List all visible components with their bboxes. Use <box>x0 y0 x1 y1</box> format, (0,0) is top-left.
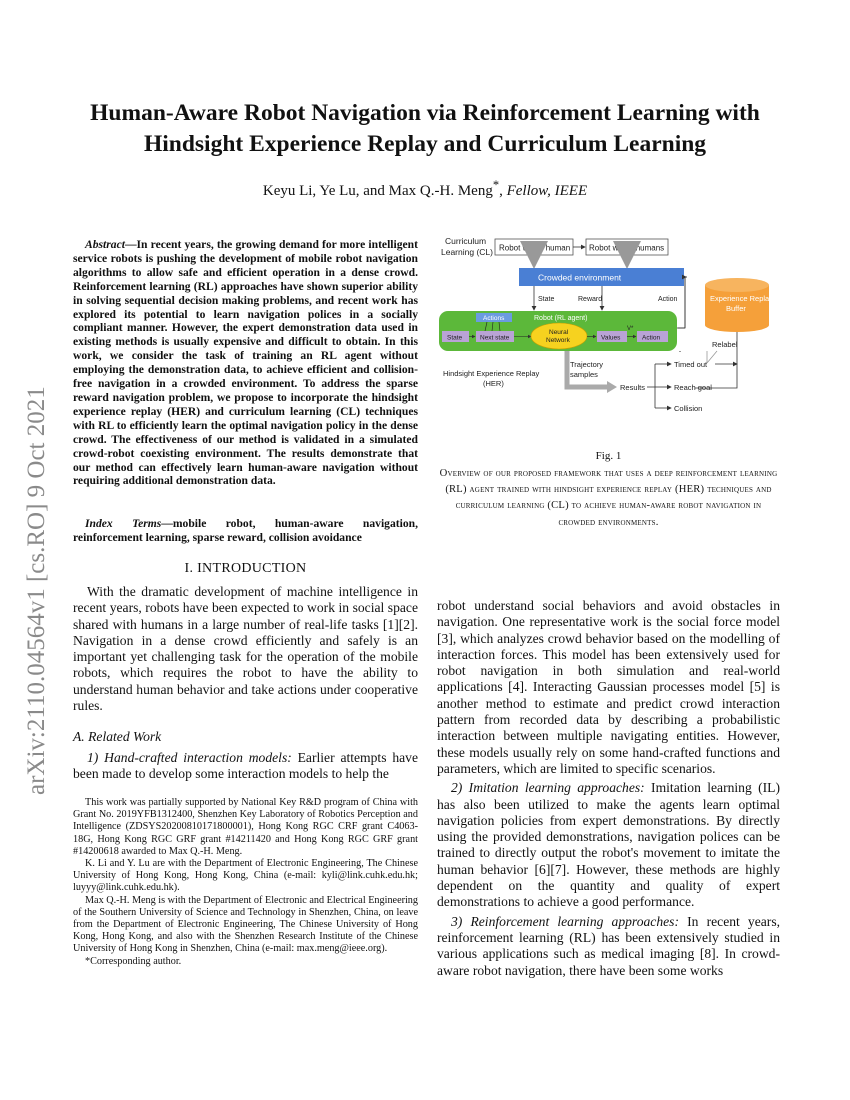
footnote-affiliation-2: Max Q.-H. Meng is with the Department of Electronic and Electrical Engineering of the Southern University of Science and Technology in Shenzhen, China, on leave from the Department of Electronic Engineering, The Chinese University of Hong Kong, Hong Kong, and also with the Shenzhen Research Institute of the Chinese University of Hong Kong in Shenzhen, China (e-mail: max.meng@ieee.org). <box>73 894 418 955</box>
cl-label-1: Curriculum <box>445 236 487 246</box>
crowded-environment-label: Crowded environment <box>538 272 622 283</box>
buffer-label-1: Experience Replay <box>710 294 773 303</box>
reward-arrow-label: Reward <box>578 296 603 303</box>
her-label-2: (HER) <box>483 379 504 388</box>
index-terms-text: mobile robot, human-aware navigation, reinforcement learning, sparse reward, collision avoidance <box>73 517 418 544</box>
relabel-label: Relabel <box>712 340 738 349</box>
author-role: Fellow, IEEE <box>506 183 588 199</box>
hand-crafted-text: Earlier attempts have been made to develop some interaction models to help the <box>73 750 418 782</box>
robot-1-human-label: Robot with 1 human <box>499 243 571 253</box>
rl-text: In recent years, reinforcement learning (RL) has been extensively studied in various applications such as medical imaging [8]. In crowd-aware robot navigation, there have been some works <box>437 913 781 978</box>
footnote-funding: This work was partially supported by National Key R&D program of China with Grant No. 2019YFB1312400, Shenzhen Key Laboratory of Robotics Perception and Intelligence (ZDSYS20200810171800001), Hong Kong RGC CRF grant C4063-18G, Hong Kong RGC GRF grant #14211420 and Hong Kong RGC GRF grant #14200618 awarded to Max Q.-H. Meng. <box>73 797 418 857</box>
subsection-heading: A. Related Work <box>73 729 162 744</box>
right-column <box>437 598 780 979</box>
next-state-label: Next state <box>480 334 510 342</box>
abstract-dash: — <box>124 238 137 251</box>
neural-network-ellipse <box>531 323 587 349</box>
hand-crafted-paragraph <box>73 750 418 783</box>
author-names: Keyu Li, Ye Lu, and Max Q.-H. Meng <box>262 183 493 199</box>
section-heading: I. INTRODUCTION <box>184 561 307 576</box>
cl-label-2: Learning (CL) <box>441 247 493 257</box>
robot-5-humans-label: Robot with 5 humans <box>589 243 665 253</box>
title-line-1: Human-Aware Robot Navigation via Reinforcement Learning with <box>90 100 760 126</box>
footnote-corresponding: *Corresponding author. <box>85 955 182 967</box>
arxiv-identifier <box>0 20 60 1020</box>
network-label: Network <box>546 337 570 344</box>
paper-title <box>70 98 780 160</box>
trajectory-label-1: Trajectory <box>570 360 604 369</box>
state-arrow-label: State <box>538 296 555 303</box>
rl-paragraph <box>437 914 780 979</box>
index-terms-label: Index Terms <box>85 517 162 530</box>
neural-label: Neural <box>549 329 569 336</box>
figure-number: Fig. 1 <box>595 450 622 462</box>
footnotes <box>73 797 418 968</box>
her-label-1: Hindsight Experience Replay <box>443 369 540 378</box>
abstract-text: In recent years, the growing demand for more intelligent service robots is pushing the development of mobile robot navigation algorithms to allow safe and efficient operation in a dense crowd. Reinforcement learning (RL) approaches have shown superior ability in solving sequential decision making problems, and recent work has explored its potential to learn navigation polices in a socially compliant manner. However, the expert demonstration data used in existing methods is usually expensive and difficult to obtain. In this work, we consider the task of training an RL agent without employing the demonstration data, to achieve efficient and collision-free navigation in a crowded environment. To address the sparse reward navigation problem, we propose to incorporate the hindsight experience replay (HER) and curriculum learning (CL) techniques with RL to efficiently learn the optimal navigation policy in the dense crowd. The effectiveness of our method is validated in a simulated crowd-robot coexisting environment. The results demonstrate that our method can effectively learn human-aware navigation without requiring additional demonstration data. <box>73 238 418 488</box>
timed-out-label: Timed out <box>674 360 708 369</box>
state-box-label: State <box>447 334 463 342</box>
hand-crafted-heading: 1) Hand-crafted interaction models: <box>87 750 292 765</box>
figure-caption: Overview of our proposed framework that uses a deep reinforcement learning (RL) agent trained with hindsight experience replay (HER) techniques and curriculum learning (CL) to achieve human-aware robot navigation in crowded environments. <box>439 468 778 528</box>
reach-goal-label: Reach goal <box>674 383 712 392</box>
index-terms <box>73 517 418 545</box>
imitation-text: Imitation learning (IL) has also been utilized to make the agents learn optimal navigation policies from expert demonstrations. By directly using the provided demonstrations, navigation polices can be trained to directly output the robot's movement to imitate the human behavior [6][7]. However, these methods are highly dependent on the quantity and quality of expert demonstrations to achieve a good performance. <box>437 780 780 910</box>
framework-diagram <box>437 233 780 433</box>
v-star-label: V* <box>627 326 634 332</box>
imitation-heading: 2) Imitation learning approaches: <box>451 780 645 796</box>
title-line-2: Hindsight Experience Replay and Curriculum Learning <box>143 131 707 157</box>
trajectory-label-2: samples <box>570 370 598 379</box>
rl-heading: 3) Reinforcement learning approaches: <box>451 913 679 929</box>
abstract-label: Abstract <box>85 238 125 251</box>
intro-paragraph <box>73 584 418 714</box>
index-terms-dash: — <box>161 517 173 530</box>
intro-text: With the dramatic development of machine intelligence in recent years, robots have been expected to work in social space shared with humans in a large number of real-life tasks [1][2]. Navigation in a dense crowd efficiently and safely is an important yet challenging task for the operation of the mobile robots, which requires the robot to have the ability to understand human behavior and take actions under cooperative rules. <box>73 584 418 714</box>
footnote-affiliation-1: K. Li and Y. Lu are with the Department of Electronic Engineering, The Chinese University of Hong Kong, Hong Kong, China (e-mail: kyli@link.cuhk.edu.hk; luyyy@link.cuhk.edu.hk). <box>73 858 418 894</box>
action-box-label: Action <box>642 334 661 342</box>
author-line: Keyu Li, Ye Lu, and Max Q.-H. Meng*, Fellow, IEEE <box>262 178 588 199</box>
figure-1-diagram <box>437 233 780 433</box>
collision-label: Collision <box>674 404 703 413</box>
results-label: Results <box>620 383 646 392</box>
values-label: Values <box>601 334 621 342</box>
social-force-paragraph: robot understand social behaviors and avoid obstacles in navigation. One representative work is the social force model [3], which analyzes crowd behavior based on the modelling of interaction forces. This model has been extensively used for robot navigation in both simulation and real-world applications [4]. Interacting Gaussian processes model [5] is another method to estimate and predict crowd interaction pattern from recorded data by describing a probabilistic interaction between multiple navigating entities. However, these models usually rely on some hand-crafted functions and parameters, which are limited to specific scenarios. <box>437 598 780 776</box>
actions-label: Actions <box>483 315 505 322</box>
rl-agent-label: Robot (RL agent) <box>534 315 588 322</box>
corresponding-mark: * <box>492 178 500 192</box>
buffer-label-2: Buffer <box>726 304 746 313</box>
abstract <box>73 238 418 488</box>
arxiv-id-text: arXiv:2110.04564v1 [cs.RO] 9 Oct 2021 <box>23 386 50 795</box>
action-arrow-label: Action <box>658 296 678 303</box>
imitation-paragraph <box>437 780 780 910</box>
